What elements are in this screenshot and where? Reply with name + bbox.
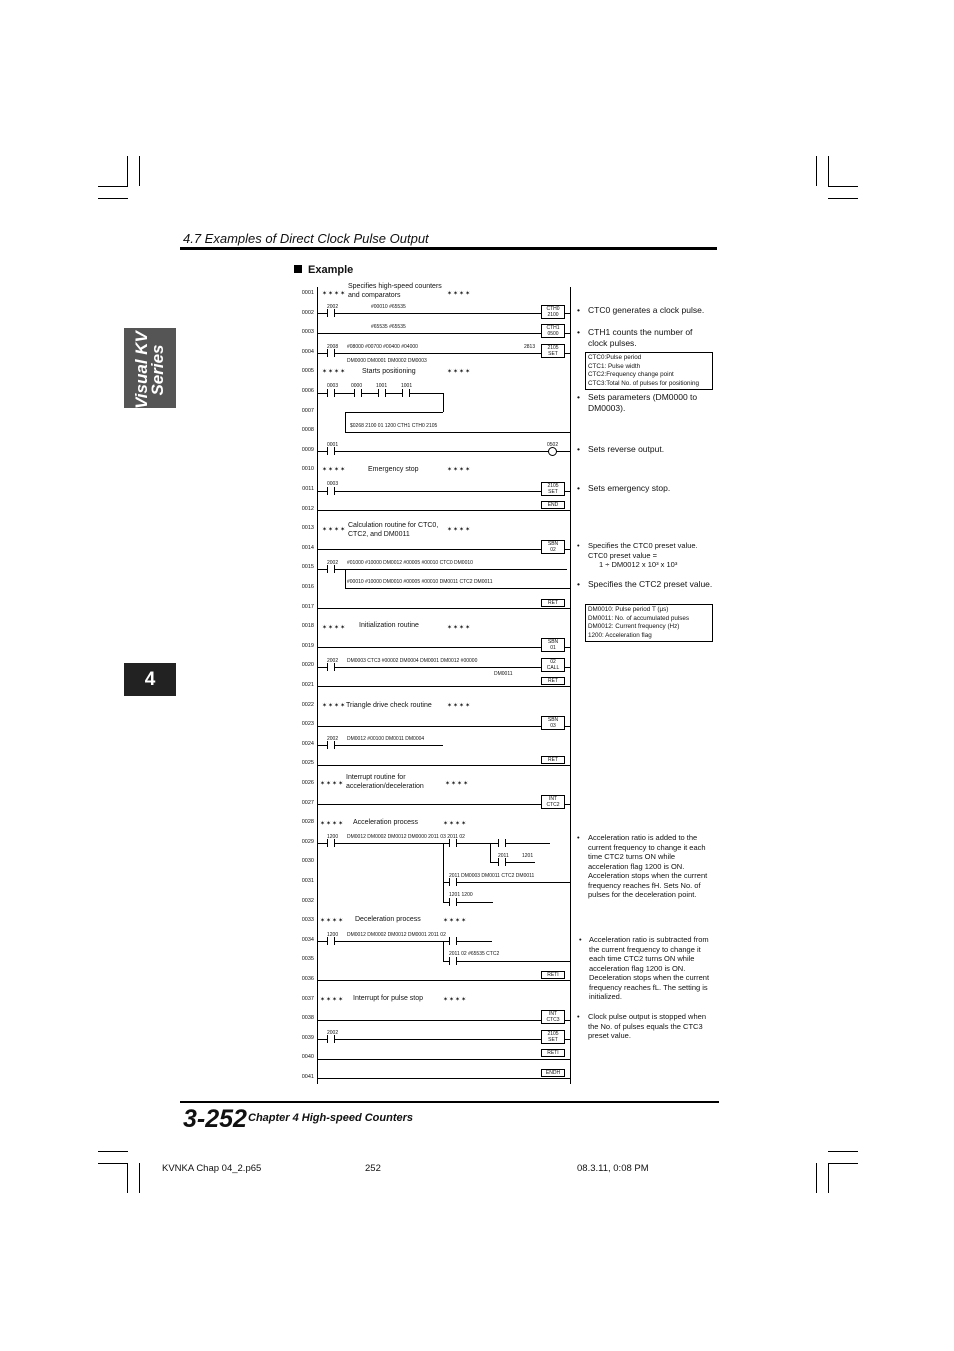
contact-symbol: [327, 663, 335, 671]
comment-stars: ✶✶✶✶: [443, 821, 468, 827]
comment-stars: ✶✶✶✶: [447, 369, 472, 375]
step-number: 0032: [301, 897, 314, 904]
contact-symbol: [354, 389, 362, 397]
comment-stars: ✶✶✶✶: [320, 918, 345, 924]
rung-comment: Specifies high-speed counters and comparators: [348, 283, 442, 299]
comment-stars: ✶✶✶✶: [322, 625, 347, 631]
example-title: Example: [308, 264, 354, 276]
print-file-name: KVNKA Chap 04_2.p65: [162, 1163, 262, 1174]
step-number: 0011: [302, 486, 314, 492]
comment-stars: ✶✶✶✶: [322, 703, 347, 709]
comment-stars: ✶✶✶✶: [322, 527, 347, 533]
contact-symbol: [327, 565, 335, 573]
right-power-rail: [570, 287, 571, 1084]
rung-wire: [317, 451, 570, 452]
operand-labels: #00010 #65535: [371, 304, 406, 310]
crop-mark: [139, 1163, 140, 1193]
legend-line: DM0011: No. of accumulated pulses: [588, 614, 690, 622]
desc-bullet: •: [577, 833, 580, 842]
operand-labels: $0268 2100 01 1200 CTH1 CTH0 2105: [350, 423, 438, 429]
desc-bullet: •: [577, 1012, 580, 1021]
output-ret: RET: [541, 756, 565, 764]
output-set-2105: 2105 SET: [541, 1030, 565, 1044]
operand-labels: #01000 #10000 DM0012 #00005 #00010 CTC0 DM0010: [347, 560, 473, 566]
operand-labels: DM0011: [494, 671, 513, 677]
contact-symbol: [327, 349, 335, 357]
output-cth1: CTH1 0500: [541, 324, 565, 338]
print-sheet-number: 252: [365, 1163, 381, 1174]
step-number: 0007: [301, 407, 314, 414]
rung-comment: Triangle drive check routine: [346, 702, 432, 709]
comment-stars: ✶✶✶✶: [322, 291, 347, 297]
crop-mark: [816, 156, 817, 186]
description-reverse: Sets reverse output.: [588, 444, 665, 454]
output-label-0502: 0502: [547, 442, 559, 448]
step-number: 0014: [301, 544, 314, 551]
rung-wire: [317, 765, 570, 766]
comment-stars: ✶✶✶✶: [445, 781, 470, 787]
comment-stars: ✶✶✶✶: [443, 997, 468, 1003]
contact-symbol: [449, 957, 457, 965]
operand-labels: DM0000 DM0001 DM0002 DM0003: [347, 358, 427, 364]
comment-stars: ✶✶✶✶: [320, 781, 345, 787]
crop-mark: [98, 198, 128, 199]
step-number: 0033: [301, 917, 314, 924]
branch-line: [490, 843, 491, 862]
rung-wire: [317, 745, 443, 746]
step-number: 0002: [301, 309, 314, 316]
step-number: 0041: [301, 1074, 314, 1080]
description-cth1: CTH1 counts the number of clock pulses.: [588, 327, 693, 348]
desc-line: CTC0 preset value =: [588, 550, 657, 560]
legend-line: CTC1: Pulse width: [588, 362, 641, 370]
rung-wire: [317, 1020, 570, 1021]
step-number: 0015: [301, 564, 314, 571]
series-side-tab: [124, 328, 176, 408]
desc-line: 1 ÷ DM0012 x 10³ x 10³: [599, 560, 678, 569]
step-number: 0027: [301, 799, 314, 806]
crop-mark: [828, 1151, 858, 1152]
description-pulse-stop: Clock pulse output is stopped when the No. of pulses equals the CTC3 preset value.: [588, 1012, 706, 1040]
contact-label: 2813: [524, 344, 536, 350]
description-emergency: Sets emergency stop.: [588, 483, 671, 493]
rung-comment: Interrupt routine for acceleration/deceleration: [346, 774, 424, 790]
rung-comment: Emergency stop: [368, 466, 419, 473]
step-number: 0025: [301, 760, 314, 767]
step-number: 0010: [301, 466, 314, 473]
contact-symbol: [449, 839, 457, 847]
rung-wire: [317, 647, 570, 648]
crop-mark: [816, 1163, 817, 1193]
comment-stars: ✶✶✶✶: [447, 467, 472, 473]
step-number: 0017: [301, 603, 314, 610]
operand-labels: 1201 1200: [449, 892, 473, 898]
crop-mark: [828, 156, 829, 186]
operand-labels: 2011 02 #65535 CTC2: [449, 951, 500, 957]
output-reti: RETI: [541, 971, 565, 979]
output-int-ctc3: INT CTC3: [541, 1010, 565, 1024]
desc-bullet: •: [577, 392, 580, 402]
square-bullet-icon: [294, 265, 302, 273]
legend-line: CTC0:Pulse period: [588, 354, 642, 361]
rung-wire: [317, 608, 570, 609]
contact-symbol: [449, 878, 457, 886]
crop-mark: [828, 186, 858, 187]
contact-label: 1001: [401, 383, 413, 389]
step-number: 0026: [301, 780, 314, 786]
contact-label: 2002: [327, 304, 339, 310]
desc-bullet: •: [577, 541, 580, 550]
crop-mark: [98, 1151, 128, 1152]
desc-bullet: •: [579, 935, 582, 944]
branch-line: [345, 569, 346, 588]
operand-labels: DM0012 #00100 DM0011 DM0004: [347, 736, 425, 742]
output-int-ctc2: INT CTC2: [541, 795, 565, 809]
output-sbn-03: SBN 03: [541, 716, 565, 730]
crop-mark: [98, 186, 128, 187]
dm-legend-box: [585, 604, 713, 642]
contact-label: 0003: [327, 383, 339, 389]
description-ctc0: CTC0 generates a clock pulse.: [588, 305, 705, 315]
step-number: 0019: [301, 642, 314, 649]
step-number: 0021: [301, 682, 314, 688]
contact-label: 2008: [327, 344, 339, 350]
rung-wire: [317, 667, 570, 668]
step-number: 0004: [301, 348, 314, 355]
step-number: 0039: [301, 1034, 314, 1041]
comment-stars: ✶✶✶✶: [447, 625, 472, 631]
crop-mark: [127, 156, 128, 186]
crop-mark: [828, 1163, 858, 1164]
example-heading: [294, 264, 353, 276]
chapter-tab: 4: [124, 663, 176, 696]
rung-wire: [317, 1059, 570, 1060]
operand-labels: DM0012 DM0002 DM0012 DM0001 2011 02: [347, 932, 446, 938]
step-number: 0023: [301, 721, 314, 728]
step-number: 0005: [301, 368, 314, 375]
comment-stars: ✶✶✶✶: [322, 369, 347, 375]
rung-comment: Interrupt for pulse stop: [353, 995, 424, 1002]
step-number: 0028: [301, 819, 314, 826]
output-coil-0502: [548, 447, 557, 456]
rung-wire: [317, 804, 570, 805]
rung-wire: [345, 432, 570, 433]
output-end: END: [541, 501, 565, 509]
contact-symbol: [449, 898, 457, 906]
description-ctc2-preset: Specifies the CTC2 preset value.: [588, 579, 713, 589]
rung-wire: [443, 961, 570, 962]
output-ret: RET: [541, 677, 565, 685]
operand-labels: 2011 DM0003 DM0011 CTC2 DM0011: [449, 873, 535, 879]
crop-mark: [828, 198, 858, 199]
rung-wire: [317, 941, 492, 942]
contact-label: 1200: [327, 834, 339, 840]
rung-wire: [317, 333, 570, 334]
step-number: 0022: [301, 701, 314, 708]
output-call-02: 02 CALL: [541, 658, 565, 672]
comment-stars: ✶✶✶✶: [447, 527, 472, 533]
rung-wire: [317, 510, 570, 511]
desc-bullet: •: [577, 579, 580, 589]
step-number: 0031: [301, 878, 314, 884]
step-number: 0018: [301, 623, 314, 630]
step-number: 0013: [301, 525, 314, 532]
step-number: 0029: [301, 838, 314, 845]
rung-wire: [317, 491, 570, 492]
rung-wire: [317, 843, 550, 844]
contact-symbol: [327, 309, 335, 317]
description-parameters: Sets parameters (DM0000 to DM0003).: [588, 392, 698, 413]
crop-mark: [98, 1163, 128, 1164]
step-number: 0030: [301, 858, 314, 865]
contact-symbol: [449, 937, 457, 945]
contact-label: 2002: [327, 736, 339, 742]
comment-stars: ✶✶✶✶: [322, 467, 347, 473]
output-sbn-01: SBN 01: [541, 638, 565, 652]
rung-comment: Acceleration process: [353, 819, 418, 826]
step-number: 0038: [301, 1015, 314, 1022]
crop-mark: [828, 1163, 829, 1193]
contact-label: 1001: [376, 383, 388, 389]
desc-line: Specifies the CTC0 preset value.: [588, 541, 698, 550]
contact-label: 0000: [351, 383, 363, 389]
rung-wire: [317, 313, 570, 314]
step-number: 0037: [301, 995, 314, 1002]
operand-labels: #65535 #65535: [371, 324, 406, 330]
contact-symbol: [498, 858, 506, 866]
rung-comment: Calculation routine for CTC0, CTC2, and DM0011: [348, 522, 439, 538]
legend-line: CTC2:Frequency change point: [588, 371, 674, 378]
contact-symbol: [327, 447, 335, 455]
contact-label: 2011: [498, 853, 509, 859]
side-tab-line1: Visual KV: [132, 331, 151, 409]
output-reti: RETI: [541, 1049, 565, 1057]
output-ret: RET: [541, 599, 565, 607]
contact-label: 2002: [327, 1030, 339, 1036]
step-number: 0008: [301, 427, 314, 434]
operand-labels: DM0003 CTC3 #00002 DM0004 DM0001 DM0012 #00000: [347, 658, 478, 664]
desc-bullet: •: [577, 444, 580, 454]
desc-bullet: •: [577, 305, 580, 315]
rung-comment: Deceleration process: [355, 916, 421, 923]
contact-label: 1201: [522, 853, 534, 859]
page-number: 3-252: [183, 1105, 247, 1133]
step-number: 0016: [301, 584, 314, 590]
contact-label: 0003: [327, 481, 339, 487]
print-date: 08.3.11, 0:08 PM: [577, 1163, 649, 1174]
contact-label: 2002: [327, 658, 339, 664]
comment-stars: ✶✶✶✶: [320, 821, 345, 827]
footer-rule: [180, 1101, 719, 1103]
crop-mark: [139, 156, 140, 186]
rung-wire: [317, 726, 570, 727]
contact-symbol: [327, 487, 335, 495]
contact-symbol: [498, 839, 506, 847]
contact-symbol: [327, 741, 335, 749]
step-number: 0040: [301, 1054, 314, 1061]
counter-legend-box: [585, 352, 713, 390]
rung-wire: [345, 588, 570, 589]
rung-comment: Initialization routine: [359, 622, 419, 629]
branch-line: [443, 393, 444, 412]
branch-line: [443, 843, 444, 902]
output-set-2105: 2105 SET: [541, 482, 565, 496]
rung-wire: [317, 569, 567, 570]
rung-wire: [443, 882, 570, 883]
output-sbn-02: SBN 02: [541, 540, 565, 554]
step-number: 0006: [301, 388, 314, 394]
operand-labels: DM0012 DM0002 DM0012 DM0000 2011 03 2011 02: [347, 834, 465, 840]
step-number: 0036: [301, 976, 314, 982]
legend-line: CTC3:Total No. of pulses for positioning: [588, 379, 699, 387]
section-title: 4.7 Examples of Direct Clock Pulse Output: [183, 231, 429, 246]
operand-labels: #00010 #10000 DM0010 #00005 #00010 DM0011 CTC2 DM0011: [347, 579, 493, 585]
desc-bullet: •: [577, 327, 580, 337]
rung-wire: [317, 1039, 570, 1040]
output-endh: ENDH: [541, 1069, 565, 1077]
step-number: 0020: [301, 662, 314, 669]
contact-symbol: [327, 389, 335, 397]
contact-label: 1200: [327, 932, 339, 938]
comment-stars: ✶✶✶✶: [443, 918, 468, 924]
comment-stars: ✶✶✶✶: [447, 291, 472, 297]
contact-symbol: [327, 937, 335, 945]
legend-line: DM0010: Pulse period T (µs): [588, 606, 669, 613]
output-set-2105: 2105 SET: [541, 344, 565, 358]
rung-comment: Starts positioning: [362, 368, 416, 375]
contact-label: 2002: [327, 560, 339, 566]
step-number: 0001: [301, 290, 314, 296]
branch-line: [345, 412, 346, 432]
chapter-footer: Chapter 4 High-speed Counters: [248, 1112, 414, 1124]
description-ctc0-preset: [588, 541, 718, 570]
legend-line: DM0012: Current frequency (Hz): [588, 623, 680, 630]
legend-line: 1200: Acceleration flag: [588, 631, 652, 639]
description-acceleration: Acceleration ratio is added to the current frequency to change it each time CTC2 turns ON while acceleration flag 1200 is ON. Acceleration stops when the current frequency reaches fH. Sets No. of pulses for the deceleration point.: [588, 833, 708, 899]
contact-symbol: [327, 839, 335, 847]
step-number: 0003: [301, 329, 314, 336]
step-number: 0024: [301, 740, 314, 747]
rung-wire: [317, 549, 570, 550]
rung-wire: [317, 1078, 570, 1079]
comment-stars: ✶✶✶✶: [447, 703, 472, 709]
contact-symbol: [378, 389, 386, 397]
rung-wire: [490, 862, 535, 863]
comment-stars: ✶✶✶✶: [320, 997, 345, 1003]
contact-label: 0001: [327, 442, 339, 448]
desc-bullet: •: [577, 483, 580, 493]
description-deceleration: Acceleration ratio is subtracted from the current frequency to change it each time CTC2 turns ON while acceleration flag 1200 is ON. Deceleration stops when the current frequency reaches fL. The setting is initialized.: [589, 935, 710, 1001]
rung-wire: [345, 412, 443, 413]
side-tab-line2: Series: [148, 344, 167, 396]
crop-mark: [127, 1163, 128, 1193]
step-number: 0034: [301, 936, 314, 943]
step-number: 0012: [301, 505, 314, 512]
output-ctc0: CTH0 2100: [541, 305, 565, 319]
rung-wire: [317, 353, 570, 354]
branch-line: [443, 941, 444, 961]
step-number: 0009: [301, 446, 314, 453]
rung-wire: [317, 686, 570, 687]
contact-symbol: [327, 1035, 335, 1043]
step-number: 0035: [301, 956, 314, 963]
contact-symbol: [402, 389, 410, 397]
operand-labels: #08000 #00700 #00400 #04000: [347, 344, 418, 350]
rung-wire: [317, 980, 570, 981]
section-rule: [180, 247, 717, 250]
